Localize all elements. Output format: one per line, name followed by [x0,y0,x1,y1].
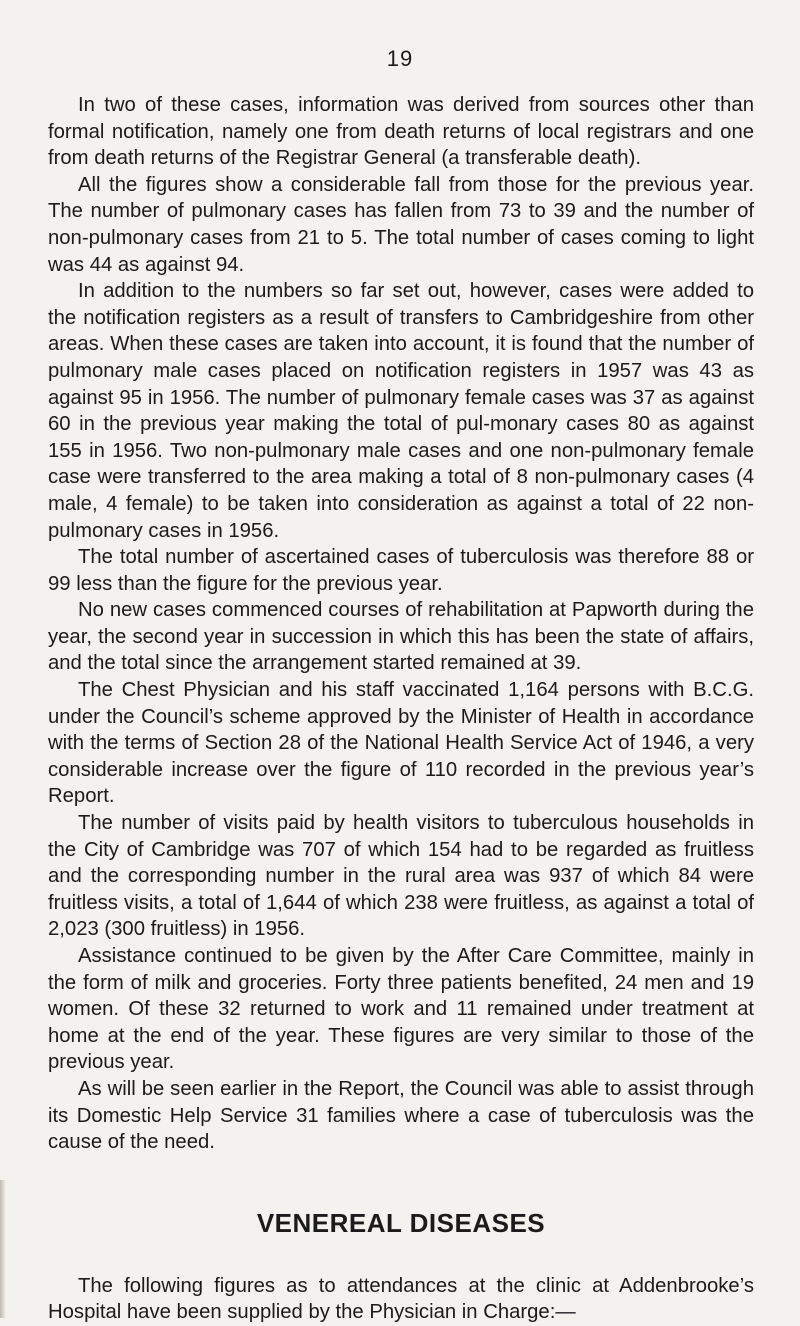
page-edge-shadow [0,1180,6,1318]
paragraph-clinic-attendances: The following figures as to attendances at the clinic at Addenbrooke’s Hospital have been supplied by the Physician in Charge:— [48,1274,754,1324]
paragraph-health-visits: The number of visits paid by health visitors to tuberculous households in the City of Cambridge was 707 of which 154 had to be regarded as fruitless and the corresponding number in the rural area was 937 of which 84 were fruitless visits, a total of 1,644 of which 238 were fruitless, as against a total of 2,023 (300 fruitless) in 1956. [48,812,754,941]
paragraph-domestic-help: As will be seen earlier in the Report, the Council was able to assist through its Domestic Help Service 31 families where a case of tuberculosis was the cause of the need. [48,1077,754,1154]
paragraph-after-care: Assistance continued to be given by the After Care Committee, mainly in the form of milk and groceries. Forty three patients benefited, 24 men and 19 women. Of these 32 returned to work and 11 remained under treatment at home at the end of the year. These figures are very similar to those of the previous year. [48,945,754,1074]
paragraph-derived-sources: In two of these cases, information was derived from sources other than formal notification, namely one from death returns of local registrars and one from death returns of the Registrar General (a transferable death). [48,94,754,170]
paragraph-rehabilitation: No new cases commenced courses of rehabilitation at Papworth during the year, the second year in succession in which this has been the state of affairs, and the total since the arrangement started remained at 39. [48,599,754,675]
paragraph-figures-fall: All the figures show a considerable fall from those for the previous year. The number of pulmonary cases has fallen from 73 to 39 and the number of non-pulmonary cases from 21 to 5. The total number of cases coming to light was 44 as against 94. [48,173,754,276]
paragraph-transfers: In addition to the numbers so far set out, however, cases were added to the notification registers as a result of transfers to Cambridgeshire from other areas. When these cases are taken into account, it is found that the number of pulmonary male cases placed on notification registers in 1957 was 43 as against 95 in 1956. The number of pulmonary female cases was 37 as against 60 in the previous year making the total of pul-monary cases 80 as against 155 in 1956. Two non-pulmonary male cases and one non-pulmonary female case were transferred to the area making a total of 8 non-pulmonary cases (4 male, 4 female) to be taken into consideration as against a total of 22 non-pulmonary cases in 1956. [48,280,754,542]
paragraph-bcg-vaccination: The Chest Physician and his staff vaccinated 1,164 persons with B.C.G. under the Council’s scheme approved by the Minister of Health in accordance with the terms of Section 28 of the National Health Service Act of 1946, a very considerable increase over the figure of 110 recorded in the previous year’s Report. [48,679,754,808]
paragraph-total-ascertained: The total number of ascertained cases of tuberculosis was therefore 88 or 99 less than the figure for the previous year. [48,546,754,595]
page-body [48,92,754,1326]
page-number: 19 [386,46,414,71]
section-heading-venereal-diseases: VENEREAL DISEASES [256,1207,546,1238]
